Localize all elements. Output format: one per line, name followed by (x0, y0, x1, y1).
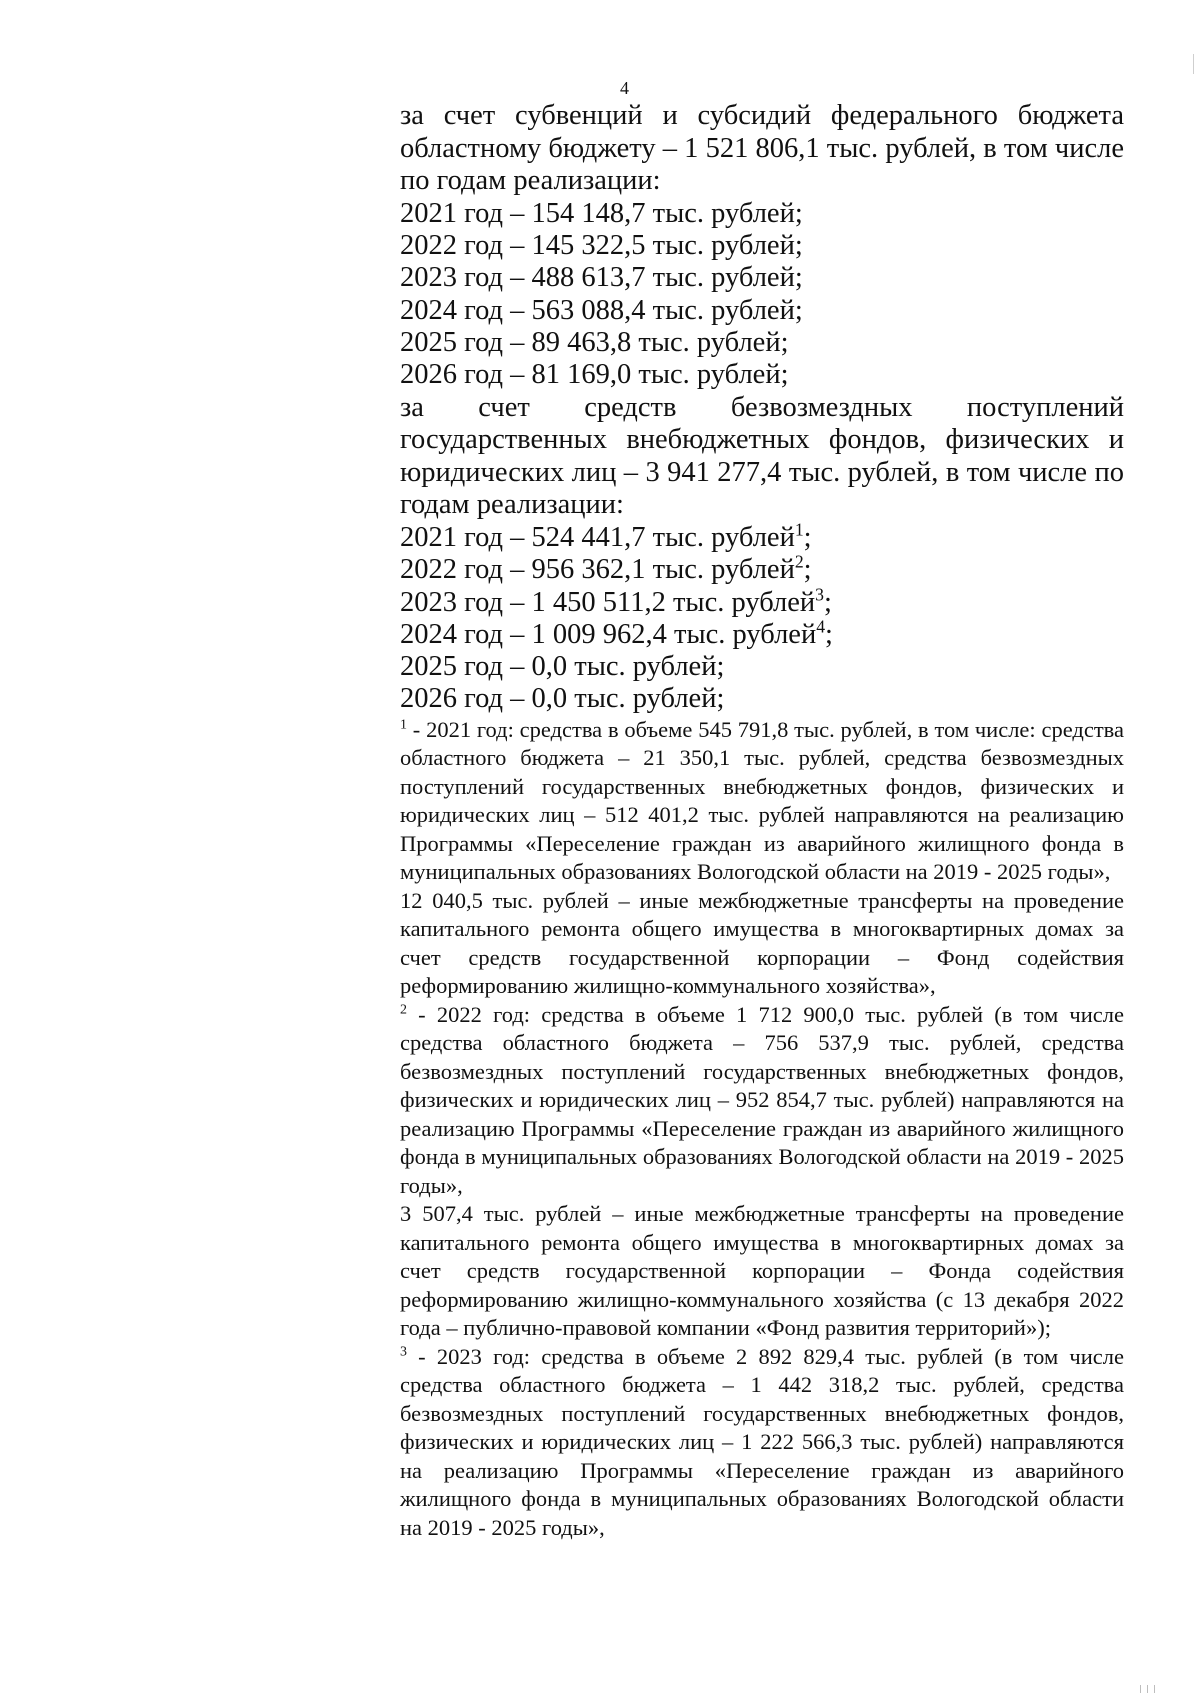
nonbudget-year-2024-tail: ; (825, 618, 833, 650)
nonbudget-year-2021-text: 2021 год – 524 441,7 тыс. рублей (400, 521, 795, 553)
federal-year-2022: 2022 год – 145 322,5 тыс. рублей; (400, 230, 803, 262)
footnote-ref-4: 4 (816, 616, 826, 637)
footnote-ref-1: 1 (794, 519, 804, 540)
footnote-ref-2: 2 (794, 551, 804, 572)
footnote-3 (400, 1343, 1124, 1543)
footnotes (400, 716, 1124, 1543)
footnote-2-text: - 2022 год: средства в объеме 1 712 900,0 тыс. рублей (в том числе средства областного бюджета – 756 537,9 тыс. рублей, средства безвозмездных поступлений государственных внебюджетных фондов, физических и юридических лиц – 952 854,7 тыс. рублей) направляются на реализацию Программы «Переселение граждан из аварийного жилищного фонда в муниципальных образованиях Вологодской области на 2019 - 2025 годы», (400, 1001, 1124, 1198)
footnote-3-text: - 2023 год: средства в объеме 2 892 829,4 тыс. рублей (в том числе средства областного бюджета – 1 442 318,2 тыс. рублей, средства безвозмездных поступлений государственных внебюджетных фондов, физических и юридических лиц – 1 222 566,3 тыс. рублей) направляются на реализацию Программы «Переселение граждан из аварийного жилищного фонда в муниципальных образованиях Вологодской области на 2019 - 2025 годы», (400, 1343, 1124, 1540)
nonbudget-year-2023-text: 2023 год – 1 450 511,2 тыс. рублей (400, 586, 816, 618)
nonbudget-years-list (400, 519, 1124, 716)
page-number: 4 (620, 78, 629, 98)
footnote-1-mark: 1 (400, 717, 407, 733)
federal-year-2024: 2024 год – 563 088,4 тыс. рублей; (400, 294, 803, 326)
nonbudget-year-2023 (400, 584, 1124, 619)
footnote-2-extra: 3 507,4 тыс. рублей – иные межбюджетные трансферты на проведение капитального ремонта общего имущества в многоквартирных домах за счет средств государственной корпорации – Фонда содействия реформированию жилищно-коммунального хозяйства (с 13 декабря 2022 года – публично-правовой компании «Фонд развития территорий»); (400, 1201, 1124, 1341)
footnote-1-extra: 12 040,5 тыс. рублей – иные межбюджетные трансферты на проведение капитального ремонта общего имущества в многоквартирных домах за счет средств государственной корпорации – Фонд содействия реформированию жилищно-коммунального хозяйства», (400, 887, 1124, 999)
nonbudget-funding-intro: за счет средств безвозмездных поступлений государственных внебюджетных фондов, физических и юридических лиц – 3 941 277,4 тыс. рублей, в том числе по годам реализации: (400, 391, 1124, 521)
footnote-2-mark: 2 (400, 1002, 407, 1018)
federal-years-list (400, 198, 1124, 392)
footnote-1 (400, 716, 1124, 887)
nonbudget-year-2021 (400, 519, 1124, 554)
federal-year-2026: 2026 год – 81 169,0 тыс. рублей; (400, 359, 789, 391)
nonbudget-year-2021-tail: ; (803, 521, 812, 553)
nonbudget-year-2024 (400, 616, 1124, 651)
nonbudget-year-2022 (400, 551, 1124, 586)
nonbudget-year-2024-text: 2024 год – 1 009 962,4 тыс. рублей (400, 618, 817, 650)
federal-year-2021: 2021 год – 154 148,7 тыс. рублей; (400, 197, 803, 229)
nonbudget-year-2023-tail: ; (823, 586, 832, 618)
federal-funding-intro: за счет субвенций и субсидий федерального бюджета областному бюджету – 1 521 806,1 тыс. рублей, в том числе по годам реализации: (400, 100, 1124, 197)
footnote-2 (400, 1001, 1124, 1201)
federal-year-2023: 2023 год – 488 613,7 тыс. рублей; (400, 262, 803, 294)
footnote-ref-3: 3 (815, 584, 824, 605)
nonbudget-year-2026: 2026 год – 0,0 тыс. рублей; (400, 683, 725, 715)
footnote-1-text: - 2021 год: средства в объеме 545 791,8 тыс. рублей, в том числе: средства областного бюджета – 21 350,1 тыс. рублей, средства безвозмездных поступлений государственных внебюджетных фондов, физических и юридических лиц – 512 401,2 тыс. рублей направляются на реализацию Программы «Переселение граждан из аварийного жилищного фонда в муниципальных образованиях Вологодской области на 2019 - 2025 годы», (400, 716, 1124, 885)
nonbudget-year-2022-text: 2022 год – 956 362,1 тыс. рублей (400, 554, 795, 586)
scan-bottom-mark (1140, 1685, 1170, 1693)
nonbudget-year-2022-tail: ; (803, 554, 812, 586)
federal-year-2025: 2025 год – 89 463,8 тыс. рублей; (400, 326, 789, 358)
nonbudget-year-2025: 2025 год – 0,0 тыс. рублей; (400, 651, 725, 683)
footnote-3-mark: 3 (400, 1344, 407, 1360)
scan-edge-mark (1193, 54, 1194, 74)
document-body (400, 100, 1124, 1542)
